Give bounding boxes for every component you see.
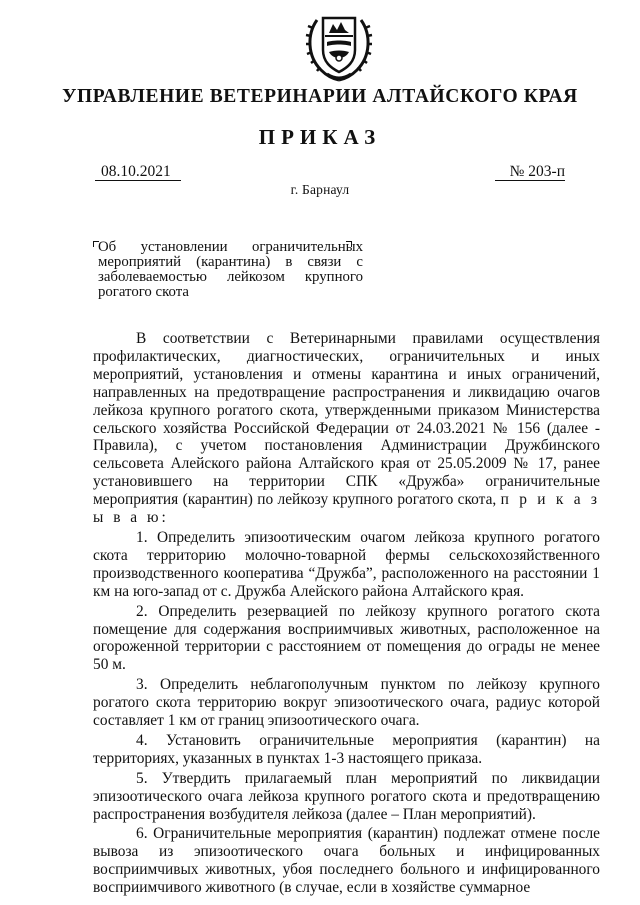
order-item-4: 4. Установить ограничительные мероприятия (карантин) на территориях, указанных в пунктах 1-3 настоящего приказа. [93,731,600,767]
organization-title: УПРАВЛЕНИЕ ВЕТЕРИНАРИИ АЛТАЙСКОГО КРАЯ [62,86,578,107]
preamble-text: В соответствии с Ветеринарными правилами осуществления профилактических, диагностических, ограничительных и иных мероприятий, установления и отмены карантина и иных ограничений, направленных на предотвращение распространения и ликвидацию очагов лейкоза крупного рогатого скота, утвержденными приказом Министерства сельского хозяйства Российской Федерации от 24.03.2021 № 156 (далее - Правила), с учетом постановления Администрации Дружбинского сельсовета Алейского района Алтайского края от 25.05.2009 № 17, ранее установившего на территории СПК «Дружба» ограничительные мероприятия (карантин) по лейкозу крупного рогатого скота, [93,330,600,509]
document-number: № 203-п [495,163,565,181]
document-city: г. Барнаул [290,182,350,197]
document-type-title: ПРИКАЗ [258,125,382,149]
order-item-6: 6. Ограничительные мероприятия (карантин) подлежат отмене после вывоза из эпизоотического очага больных и инфицированных восприимчивых животных, убоя последнего больного и инфицированного восприимчивого животного (в случае, если в хозяйстве суммарное [93,825,600,897]
preamble-paragraph [93,330,600,527]
order-word: п р и к а з ы в а ю: [93,491,600,527]
order-item-2: 2. Определить резервацией по лейкозу крупного рогатого скота помещение для содержания восприимчивых животных, расположенное на огороженной территории с расстоянием от помещения до ограды не менее 50 м. [93,602,600,674]
order-item-5: 5. Утвердить прилагаемый план мероприятий по ликвидации эпизоотического очага лейкоза крупного рогатого скота и предотвращению распространения возбудителя лейкоза (далее – План мероприятий). [93,769,600,823]
document-date: 08.10.2021 [95,163,181,181]
order-item-1: 1. Определить эпизоотическим очагом лейкоза крупного рогатого скота территорию молочно-товарной фермы сельскохозяйственного производственного кооператива “Дружба”, расположенного на расстоянии 1 км на юго-запад от с. Дружба Алейского района Алтайского края. [93,528,600,600]
coat-of-arms-emblem [303,6,375,84]
order-subject: Об установлении ограничительных мероприятий (карантина) в связи с заболеваемостью лейкозом крупного рогатого скота [98,239,363,300]
order-body [93,330,600,897]
order-item-3: 3. Определить неблагополучным пунктом по лейкозу крупного рогатого скота территорию вокруг эпизоотического очага, радиус которой составляет 1 км от границ эпизоотического очага. [93,676,600,730]
